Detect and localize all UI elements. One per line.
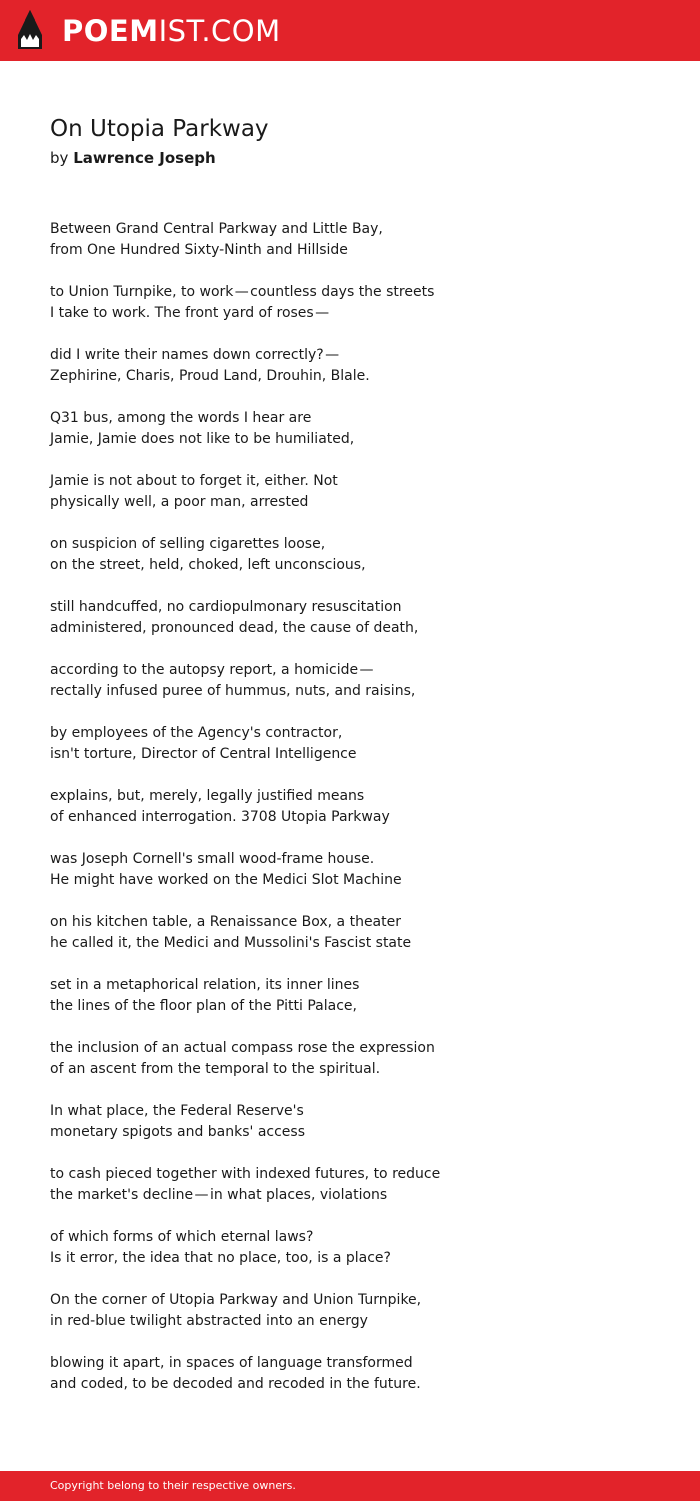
- site-logo[interactable]: [62, 13, 281, 49]
- poem-line: the inclusion of an actual compass rose the expression: [50, 1040, 435, 1056]
- poem-title: On Utopia Parkway: [50, 116, 269, 142]
- poem-line: still handcuffed, no cardiopulmonary resuscitation: [50, 599, 402, 615]
- poem-line: and coded, to be decoded and recoded in the future.: [50, 1376, 421, 1392]
- poem-line: On the corner of Utopia Parkway and Union Turnpike,: [50, 1292, 422, 1308]
- stanza: [50, 219, 670, 261]
- poem-line: from One Hundred Sixty-Ninth and Hillside: [50, 242, 348, 258]
- poem-line: the lines of the floor plan of the Pitti Palace,: [50, 998, 357, 1014]
- poem-line: Q31 bus, among the words I hear are: [50, 410, 312, 426]
- poem-line: was Joseph Cornell's small wood-frame house.: [50, 851, 375, 867]
- stanza: [50, 786, 670, 828]
- poem-line: to cash pieced together with indexed futures, to reduce: [50, 1166, 441, 1182]
- poem-line: administered, pronounced dead, the cause of death,: [50, 620, 419, 636]
- poem-line: the market's decline — in what places, violations: [50, 1187, 388, 1203]
- logo-bold-text: POEM: [62, 14, 159, 48]
- stanza: [50, 1290, 670, 1332]
- stanza: [50, 408, 670, 450]
- site-header: [0, 0, 700, 61]
- poem-line: to Union Turnpike, to work — countless days the streets: [50, 284, 435, 300]
- stanza: [50, 849, 670, 891]
- stanza: [50, 1101, 670, 1143]
- poem-line: I take to work. The front yard of roses —: [50, 305, 331, 321]
- stanza: [50, 723, 670, 765]
- poem-line: Jamie is not about to forget it, either. Not: [50, 473, 338, 489]
- poem-line: Zephirine, Charis, Proud Land, Drouhin, Blale.: [50, 368, 370, 384]
- stanza: [50, 975, 670, 1017]
- poem-line: isn't torture, Director of Central Intelligence: [50, 746, 357, 762]
- stanza: [50, 534, 670, 576]
- poem-line: set in a metaphorical relation, its inner lines: [50, 977, 360, 993]
- poem-line: rectally infused puree of hummus, nuts, and raisins,: [50, 683, 416, 699]
- stanza: [50, 471, 670, 513]
- stanza: [50, 1227, 670, 1269]
- poem-line: monetary spigots and banks' access: [50, 1124, 306, 1140]
- poem-line: blowing it apart, in spaces of language transformed: [50, 1355, 413, 1371]
- site-footer: [0, 1471, 700, 1501]
- author-name: Lawrence Joseph: [73, 149, 216, 167]
- stanza: [50, 597, 670, 639]
- stanza: [50, 282, 670, 324]
- poem-line: Between Grand Central Parkway and Little Bay,: [50, 221, 383, 237]
- poem-line: explains, but, merely, legally justified means: [50, 788, 365, 804]
- poem-line: He might have worked on the Medici Slot Machine: [50, 872, 402, 888]
- byline: [50, 149, 216, 167]
- stanza: [50, 1038, 670, 1080]
- poem-line: he called it, the Medici and Mussolini's Fascist state: [50, 935, 412, 951]
- poem-line: In what place, the Federal Reserve's: [50, 1103, 304, 1119]
- poem-line: of an ascent from the temporal to the spiritual.: [50, 1061, 381, 1077]
- logo-light-text: IST.COM: [158, 14, 281, 48]
- stanza: [50, 912, 670, 954]
- stanza: [50, 1164, 670, 1206]
- poem-line: on his kitchen table, a Renaissance Box, a theater: [50, 914, 401, 930]
- poem-line: did I write their names down correctly? —: [50, 347, 341, 363]
- poem-line: on the street, held, choked, left unconscious,: [50, 557, 366, 573]
- stanza: [50, 660, 670, 702]
- poem-line: on suspicion of selling cigarettes loose,: [50, 536, 326, 552]
- poem-line: by employees of the Agency's contractor,: [50, 725, 343, 741]
- poem-body: [50, 219, 670, 1416]
- by-label: by: [50, 149, 69, 167]
- poem-line: of which forms of which eternal laws?: [50, 1229, 314, 1245]
- stanza: [50, 1353, 670, 1395]
- stanza: [50, 345, 670, 387]
- poem-line: in red-blue twilight abstracted into an energy: [50, 1313, 368, 1329]
- poem-line: Jamie, Jamie does not like to be humiliated,: [50, 431, 355, 447]
- copyright-text: Copyright belong to their respective owners.: [50, 1479, 296, 1492]
- poem-line: Is it error, the idea that no place, too, is a place?: [50, 1250, 391, 1266]
- poem-line: physically well, a poor man, arrested: [50, 494, 309, 510]
- poem-line: of enhanced interrogation. 3708 Utopia Parkway: [50, 809, 390, 825]
- poem-line: according to the autopsy report, a homicide —: [50, 662, 375, 678]
- pencil-logo-icon[interactable]: [17, 9, 43, 51]
